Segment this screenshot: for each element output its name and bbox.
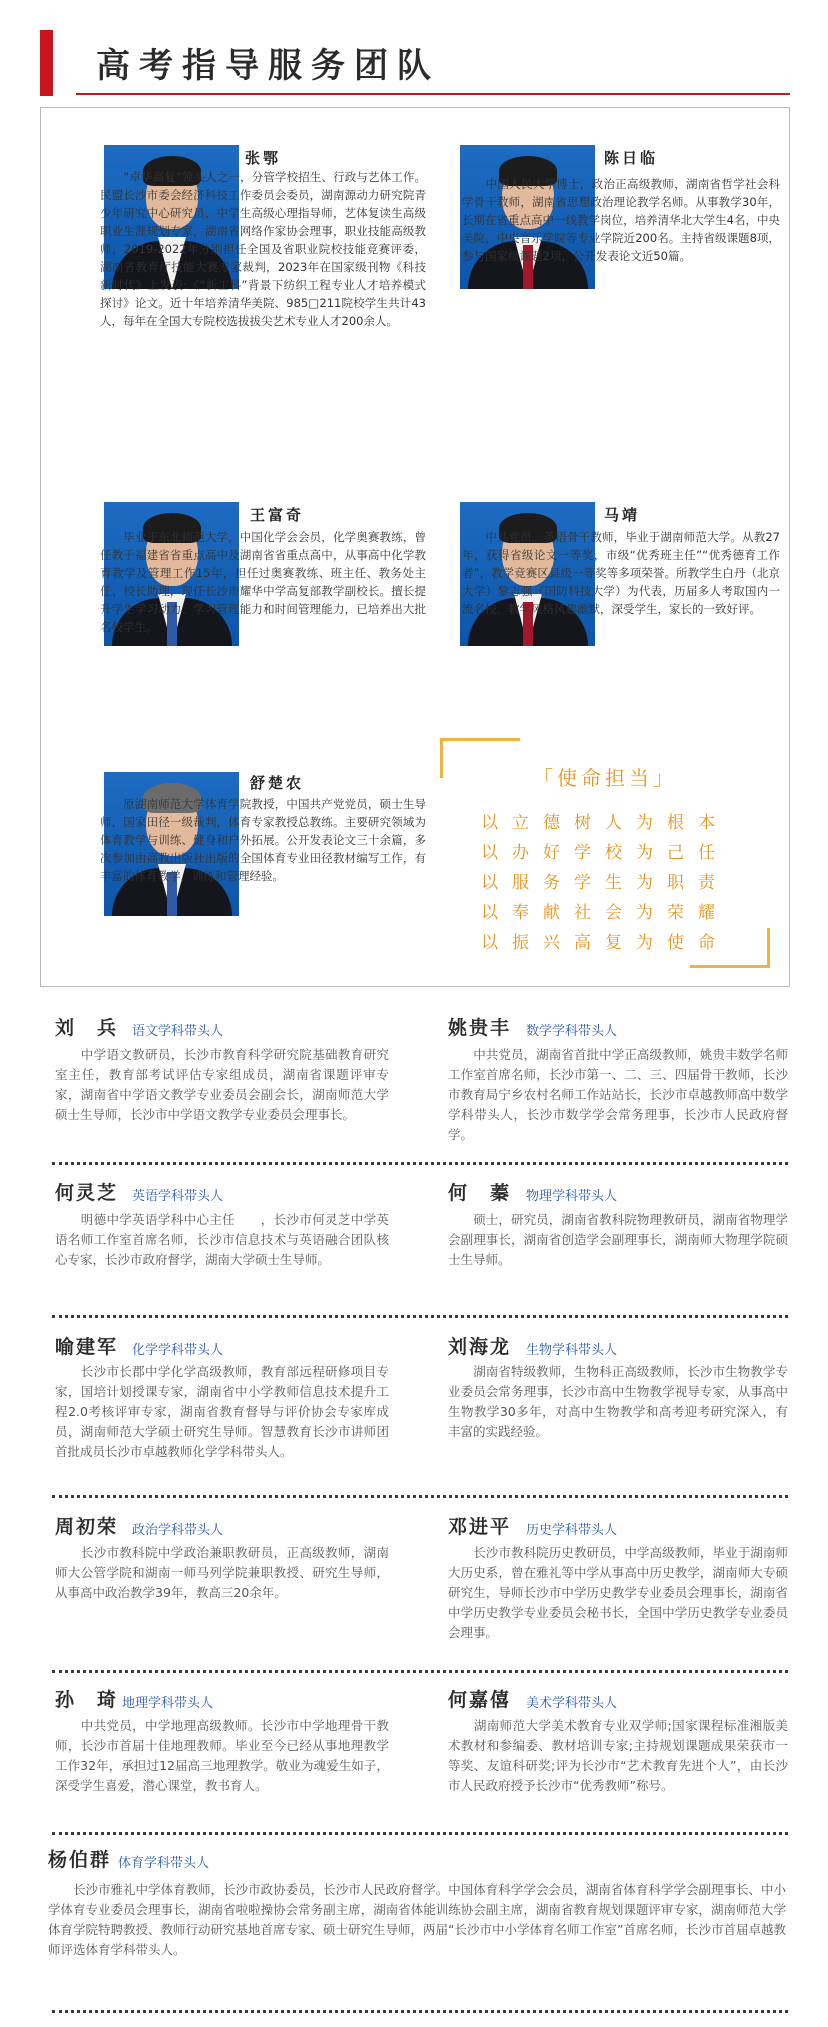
teacher-title: 历史学科带头人: [526, 1523, 618, 1538]
featured-bio: 毕业于东北师范大学，中国化学会会员，化学奥赛教练，曾任教于福建省省重点高中及湖南省省重点高中，从事高中化学教育教学及管理工作15年，担任过奥赛教练、班主任、教务处主任、校长助理，现任长沙市耀华中学高复部教学副校长。擅长提升学生学习动力、学习管理能力和时间管理能力，已培养出大批名校学生。: [100, 530, 426, 634]
teacher-name: 杨伯群: [48, 1849, 112, 1871]
teacher-title: 物理学科带头人: [526, 1189, 618, 1204]
teacher-name: 喻建军: [55, 1336, 119, 1358]
featured-name: 陈日临: [604, 149, 659, 167]
mission-line: 以振兴高复为使命: [481, 933, 729, 953]
section-divider: [52, 1670, 788, 1673]
teacher-title: 生物学科带头人: [526, 1343, 618, 1358]
featured-name: 张鄂: [245, 149, 282, 167]
section-divider: [52, 1315, 788, 1318]
header-underline: [76, 93, 790, 95]
featured-name: 舒楚农: [250, 774, 305, 792]
featured-name: 马靖: [604, 506, 641, 524]
teacher-bio: 长沙市长郡中学化学高级教师，教育部远程研修项目专家，国培计划授课专家，湖南省中小学教师信息技术提升工程2.0考核评审专家，湖南省教育督导与评价协会专家库成员，湖南师范大学硕士研究生导师。智慧教育长沙市讲师团首批成员长沙市卓越教师化学学科带头人。: [55, 1364, 389, 1459]
mission-block: [440, 738, 770, 968]
mission-line: 以服务学生为职责: [481, 873, 729, 893]
teacher-name: 周初荣: [55, 1516, 119, 1538]
teacher-bio: 中学语文教研员，长沙市教育科学研究院基础教育研究室主任，教育部考试评估专家组成员，湖南省课题评审专家，湖南省中学语文教学专业委员会副会长，湖南师范大学硕士生导师，长沙市中学语文教学专业委员会理事长。: [55, 1047, 389, 1122]
section-divider: [52, 1832, 788, 1835]
page-title: 高考指导服务团队: [96, 46, 440, 86]
section-divider: [52, 2010, 788, 2013]
teacher-bio: 长沙市雅礼中学体育教师，长沙市政协委员，长沙市人民政府督学。中国体育科学学会会员，湖南省体育科学学会副理事长、中小学体育专业委员会理事长，湖南省啦啦操协会常务副主席，湖南省体能训练协会副主席，湖南省教育规划课题评审专家，湖南师范大学体育学院特聘教授、教师行动研究基地首席专家、硕士研究生导师，两届“长沙市中小学体育名师工作室”首席名师，长沙市首届卓越教师评选体育学科带头人。: [48, 1882, 786, 1957]
mission-line: 以奉献社会为荣耀: [481, 903, 729, 923]
mission-line: 以办好学校为己任: [481, 843, 729, 863]
teacher-bio: 长沙市教科院历史教研员，中学高级教师，毕业于湖南师大历史系，曾在雅礼等中学从事高中历史教学，湖南师大专硕研究生，导师长沙市中学历史教学专业委员会理事长，湖南省中学历史教学专业委员会秘书长，全国中学历史教学专业委员会理事。: [448, 1545, 788, 1640]
mission-line: 以立德树人为根本: [481, 813, 729, 833]
featured-bio: 中国人民大学博士，政治正高级教师，湖南省哲学社会科学骨干教师，湖南省思想政治理论教学名师。从事教学30年，长期在省重点高中一线教学岗位，培养清华北大学生4名，中央美院，中央音乐学院等专业学院近200名。主持省级课题8项，参与国家级课题2项，公开发表论文近50篇。: [462, 177, 780, 263]
header-accent-bar: [40, 30, 53, 96]
teacher-title: 政治学科带头人: [132, 1523, 224, 1538]
teacher-title: 语文学科带头人: [132, 1024, 224, 1039]
teacher-bio: 湖南省特级教师，生物科正高级教师，长沙市生物教学专业委员会常务理事，长沙市高中生物教学视导专家，从事高中生物教学30多年，对高中生物教学和高考迎考研究深入，有丰富的实践经验。: [448, 1364, 788, 1439]
teacher-title: 体育学科带头人: [118, 1856, 210, 1871]
teacher-title: 美术学科带头人: [526, 1696, 618, 1711]
teacher-name: 姚贵丰: [448, 1017, 512, 1039]
teacher-bio: 明德中学英语学科中心主任 ，长沙市何灵芝中学英语名师工作室首席名师，长沙市信息技术与英语融合团队核心专家，长沙市政府督学，湖南大学硕士生导师。: [55, 1212, 389, 1267]
featured-bio: 中共党员。英语骨干教师，毕业于湖南师范大学。从教27年，获得省级论文一等奖，市级“优秀班主任”“优秀德育工作者”，教学竞赛区县级一等奖等多项荣誉。所教学生白丹（北京大学）黎志强（国防科技大学）为代表，历届多人考取国内一流名校。教学风格风趣幽默，深受学生，家长的一致好评。: [462, 530, 780, 616]
teacher-name: 刘 兵: [55, 1017, 119, 1039]
teacher-bio: 湖南师范大学美术教育专业双学师;国家课程标准湘版美术教材和参编委、教材培训专家;主持规划课题成果荣获市一等奖、友谊科研奖;评为长沙市“艺术教育先进个人”，由长沙市人民政府授予长沙市“优秀教师”称号。: [448, 1718, 788, 1793]
featured-bio: “卓华高复”领头人之一，分管学校招生、行政与艺体工作。民盟长沙市委会经济科技工作委员会委员，湖南源动力研究院青少年研究中心研究员，中学生高级心理指导师，艺体复读生高级职业生涯规划专家，湖南省网络作家协会理事，职业技能高级教师，2019-2022年分别担任全国及省职业院校技能竞赛评委，湖南省教育厅技能大赛专家裁判，2023年在国家级刊物《科技新时代》上发表:《“新工科”背景下纺织工程专业人才培养模式探讨》论文。近十年培养清华美院、985□211院校学生共计43人，每年在全国大专院校选拔拔尖艺术专业人才200余人。: [100, 170, 426, 328]
teacher-title: 化学学科带头人: [132, 1343, 224, 1358]
teacher-name: 孙 琦: [55, 1689, 119, 1711]
teacher-bio: 中共党员，中学地理高级教师。长沙市中学地理骨干教师，长沙市首届十佳地理教师。毕业至今已经从事地理教学工作32年，承担过12届高三地理教学。敬业为魂爱生如子，深受学生喜爱，潜心课堂，教书育人。: [55, 1718, 389, 1793]
section-divider: [52, 1162, 788, 1165]
teacher-bio: 硕士，研究员，湖南省教科院物理教研员，湖南省物理学会副理事长，湖南省创造学会副理事长，湖南师大物理学院硕士生导师。: [448, 1212, 788, 1267]
teacher-name: 刘海龙: [448, 1336, 512, 1358]
teacher-bio: 中共党员，湖南省首批中学正高级教师，姚贵丰数学名师工作室首席名师，长沙市第一、二、三、四届骨干教师，长沙市教育局宁乡农村名师工作站站长，长沙市卓越教师高中数学学科带头人，长沙市数学学会常务理事，长沙市人民政府督学。: [448, 1047, 788, 1142]
section-divider: [52, 1495, 788, 1498]
teacher-name: 何嘉僖: [448, 1689, 512, 1711]
teacher-title: 数学学科带头人: [526, 1024, 618, 1039]
featured-bio: 原湖南师范大学体育学院教授，中国共产党党员，硕士生导师，国家田径一级裁判，体育专家教授总教练。主要研究领域为体育教学与训练、健身和户外拓展。公开发表论文三十余篇，多次参加由高教出版社出版的全国体育专业田径教材编写工作，有丰富的体育教学，训练和管理经验。: [100, 797, 426, 883]
teacher-name: 何灵芝: [55, 1182, 119, 1204]
teacher-bio: 长沙市教科院中学政治兼职教研员，正高级教师，湖南师大公管学院和湖南一师马列学院兼职教授、研究生导师，从事高中政治教学39年，教高三20余年。: [55, 1545, 389, 1600]
teacher-name: 邓进平: [448, 1516, 512, 1538]
mission-title: 「使命担当」: [533, 766, 677, 790]
teacher-title: 地理学科带头人: [122, 1696, 214, 1711]
teacher-name: 何 蓁: [448, 1182, 512, 1204]
featured-name: 王富奇: [250, 506, 305, 524]
teacher-title: 英语学科带头人: [132, 1189, 224, 1204]
